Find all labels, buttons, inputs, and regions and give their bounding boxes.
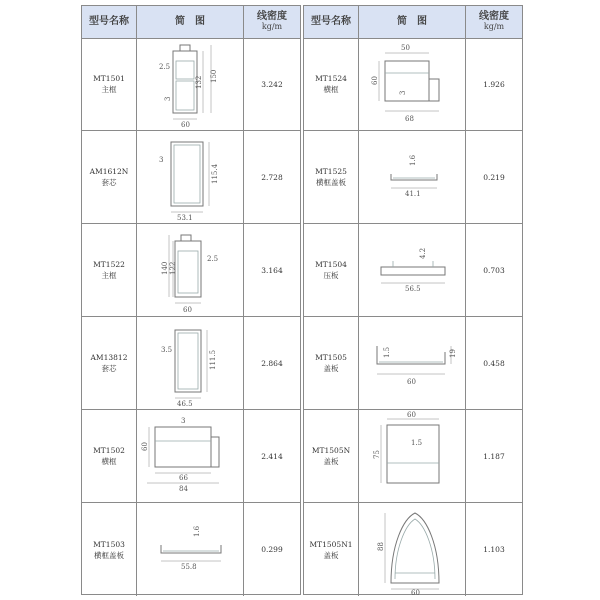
header-figure: 简 图: [136, 6, 244, 38]
right-table: [303, 5, 523, 595]
profile-drawing: [358, 224, 466, 316]
table-row: MT1505 盖板 1.5 19 60 0.458: [304, 317, 522, 410]
svg-text:56.5: 56.5: [405, 285, 421, 293]
profile-drawing: [358, 131, 466, 223]
profile-drawing: [358, 38, 466, 130]
svg-text:84: 84: [179, 485, 188, 493]
svg-text:60: 60: [183, 306, 192, 314]
svg-text:41.1: 41.1: [405, 190, 421, 198]
header-model: 型号名称: [311, 16, 351, 27]
svg-text:1.6: 1.6: [193, 525, 201, 537]
profile-drawing: [136, 317, 244, 409]
table-row: MT1525 横框盖板 1.6 41.1 0.219: [304, 131, 522, 224]
svg-text:60: 60: [407, 378, 416, 386]
table-row: AM13812 套芯 3.5 111.5 46.5 2.864: [82, 317, 300, 410]
svg-text:150: 150: [210, 69, 218, 83]
table-row: MT1505N1 盖板 88 60 1.103: [304, 503, 522, 596]
svg-text:75: 75: [373, 450, 381, 459]
table-row: AM1612N 套芯 3 115.4 53.1 2.728: [82, 131, 300, 224]
profile-drawing: [136, 410, 244, 502]
profile-drawing: [358, 503, 466, 596]
svg-text:46.5: 46.5: [177, 400, 193, 408]
profile-drawing: [136, 224, 244, 316]
svg-text:53.1: 53.1: [177, 214, 193, 222]
svg-text:2.5: 2.5: [159, 63, 171, 71]
svg-text:60: 60: [181, 121, 190, 129]
svg-text:60: 60: [407, 411, 416, 419]
svg-text:88: 88: [377, 541, 385, 551]
profile-drawing: [136, 503, 244, 596]
header-model: 型号名称: [89, 16, 129, 27]
svg-text:3.5: 3.5: [161, 346, 173, 354]
table-row: MT1524 横框 50 60 3 68 1.926: [304, 38, 522, 131]
svg-text:2.5: 2.5: [207, 255, 219, 263]
svg-text:1.5: 1.5: [383, 346, 391, 358]
table-row: MT1504 压板 4.2 56.5 0.703: [304, 224, 522, 317]
svg-text:55.8: 55.8: [181, 562, 197, 571]
left-table: [81, 5, 301, 595]
header-density: 线密度 kg/m: [479, 11, 509, 31]
svg-text:3: 3: [399, 90, 407, 95]
svg-text:1.6: 1.6: [409, 154, 417, 166]
svg-text:50: 50: [401, 44, 410, 52]
svg-text:4.2: 4.2: [419, 247, 427, 259]
table-row: MT1505N 盖板 60 1.5 75 1.187: [304, 410, 522, 503]
table-row: MT1502 横框 3 60 66 84 2.414: [82, 410, 300, 503]
table-row: MT1503 横框盖板 1.6 55.8 0.299: [82, 503, 300, 596]
svg-text:3: 3: [164, 96, 172, 101]
svg-text:132: 132: [195, 75, 203, 89]
profile-drawing: [136, 131, 244, 223]
table-header: [304, 6, 522, 39]
svg-text:115.4: 115.4: [211, 163, 219, 184]
profile-drawing: [136, 38, 244, 130]
svg-text:60: 60: [141, 442, 149, 451]
svg-text:3: 3: [181, 417, 186, 425]
svg-text:60: 60: [371, 76, 379, 85]
header-figure: 简 图: [358, 6, 466, 38]
svg-text:3: 3: [159, 156, 164, 164]
table-row: MT1501 主框 2.5 132 150 3 60 3.242: [82, 38, 300, 131]
svg-text:68: 68: [405, 115, 414, 123]
svg-text:140: 140: [161, 261, 169, 275]
svg-text:66: 66: [179, 474, 188, 482]
table-header: [82, 6, 300, 39]
svg-text:122: 122: [169, 261, 177, 275]
svg-text:111.5: 111.5: [209, 349, 217, 370]
svg-text:1.5: 1.5: [411, 439, 423, 447]
profile-drawing: [358, 410, 466, 502]
header-density: 线密度 kg/m: [257, 11, 287, 31]
svg-text:19: 19: [449, 349, 457, 358]
svg-text:60: 60: [411, 588, 420, 595]
table-row: MT1522 主框 140 122 2.5 60 3.164: [82, 224, 300, 317]
profile-drawing: [358, 317, 466, 409]
profile-spec-sheet: [81, 5, 521, 595]
